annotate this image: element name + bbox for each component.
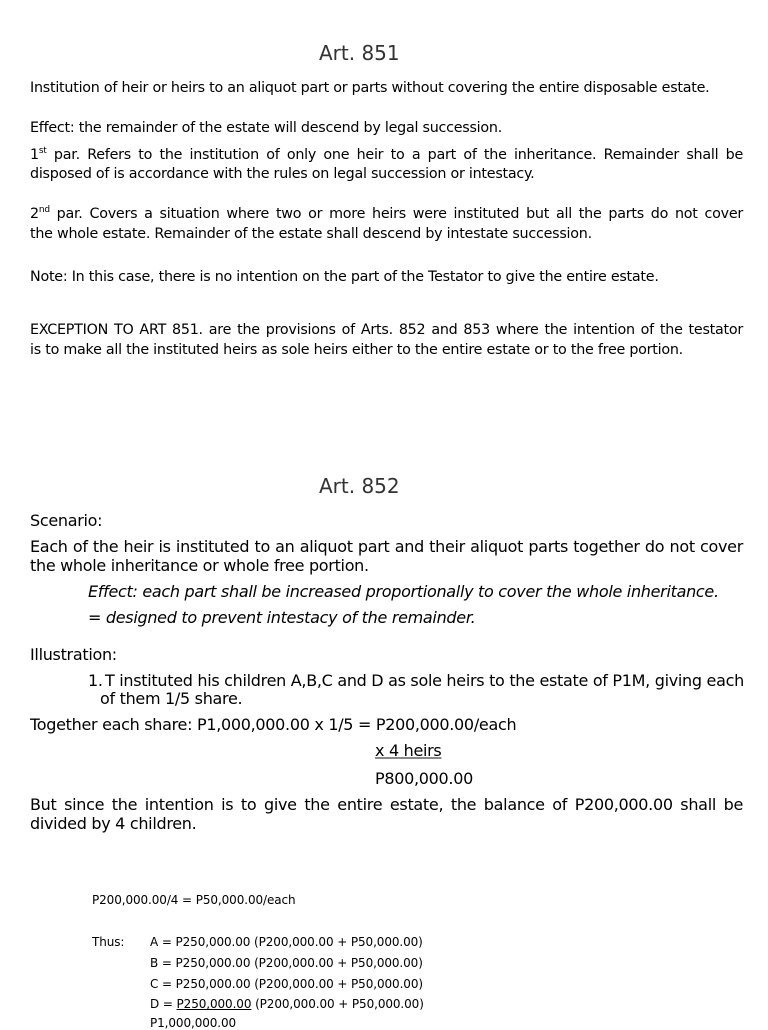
heir-amount: P250,000.00 [175,977,251,991]
art-851-first-par-line-1 [30,147,743,163]
together-share-line: Together each share: P1,000,000.00 x 1/5 = P200,000.00/each [30,715,517,734]
share-row [150,977,423,991]
division-calc: P200,000.00/4 = P50,000.00/each [92,893,296,907]
balance-line-2: divided by 4 children. [30,814,197,833]
share-row [150,935,423,949]
heir-breakdown: (P200,000.00 + P50,000.00) [250,956,423,970]
list-item-line-1: T instituted his children A,B,C and D as sole heirs to the estate of P1M, giving each [105,671,744,690]
illustration-label: Illustration: [30,645,117,664]
effect-text: Effect: each part shall be increased proportionally to cover the whole inheritance. [88,582,719,601]
heir-label: B = [150,956,176,970]
ordinal-suffix: nd [38,205,50,216]
art-851-first-par-line-2: disposed of is accordance with the rules on legal succession or intestacy. [30,166,535,182]
list-item-line-2: of them 1/5 share. [100,689,243,708]
subtotal-amount: P800,000.00 [375,769,473,788]
designed-text: = designed to prevent intestacy of the remainder. [88,608,476,627]
heir-label: A = [150,935,176,949]
times-four-heirs: x 4 heirs [375,741,442,760]
list-item-number: 1. [88,671,103,690]
heir-breakdown: (P200,000.00 + P50,000.00) [251,997,424,1011]
heir-label: C = [150,977,176,991]
balance-line-1: But since the intention is to give the entire estate, the balance of P200,000.00 shall be [30,795,743,814]
ordinal-suffix: st [38,146,47,157]
heir-breakdown: (P200,000.00 + P50,000.00) [250,977,423,991]
thus-label: Thus: [92,935,125,949]
art-851-note: Note: In this case, there is no intention on the part of the Testator to give the entire estate. [30,269,659,285]
scenario-line-1: Each of the heir is instituted to an aliquot part and their aliquot parts together do not cover [30,537,743,556]
art-851-exception-line-1: EXCEPTION TO ART 851. are the provisions of Arts. 852 and 853 where the intention of the testator [30,322,743,338]
art-851-effect: Effect: the remainder of the estate will descend by legal succession. [30,120,503,136]
ordinal-number: 2 [30,206,39,222]
heir-breakdown: (P200,000.00 + P50,000.00) [250,935,423,949]
heir-amount: P250,000.00 [175,956,251,970]
art-852-title: Art. 852 [319,474,400,498]
first-par-text: par. Refers to the institution of only one heir to a part of the inheritance. Remainder shall be [53,147,743,163]
scenario-label: Scenario: [30,511,103,530]
art-851-paragraph-1: Institution of heir or heirs to an aliquot part or parts without covering the entire disposable estate. [30,80,710,96]
art-851-second-par-line-2: the whole estate. Remainder of the estate shall descend by intestate succession. [30,226,592,242]
art-851-exception-line-2: is to make all the instituted heirs as sole heirs either to the entire estate or to the free portion. [30,342,683,358]
second-par-text: par. Covers a situation where two or more heirs were instituted but all the parts do not cover [56,206,743,222]
art-851-second-par-line-1 [30,206,743,222]
heir-amount: P250,000.00 [175,935,251,949]
heir-label: D = [150,997,177,1011]
scenario-line-2: the whole inheritance or whole free portion. [30,556,369,575]
share-row [150,956,423,970]
art-851-title: Art. 851 [319,41,400,65]
heir-amount: P250,000.00 [176,997,252,1011]
ordinal-number: 1 [30,147,39,163]
share-row [150,997,424,1011]
total-amount: P1,000,000.00 [150,1016,237,1030]
